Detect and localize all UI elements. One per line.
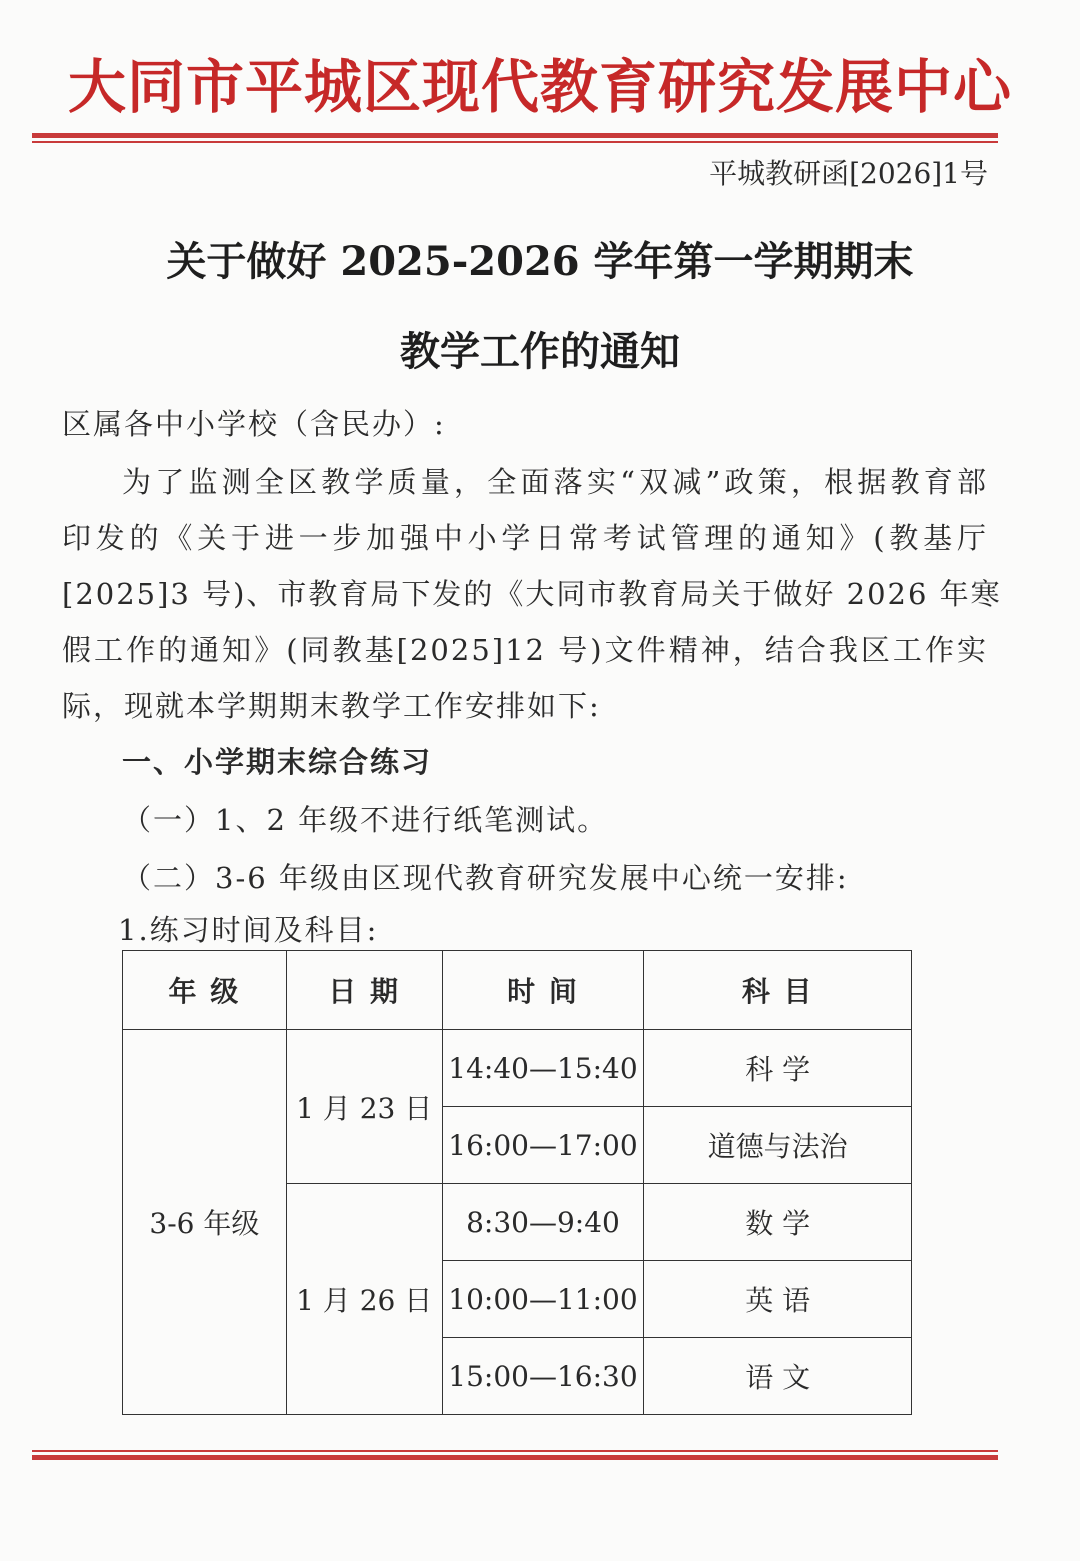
paragraph-line: 为了监测全区教学质量，全面落实“双减”政策，根据教育部 [122, 465, 988, 499]
salutation: 区属各中小学校（含民办）: [62, 407, 446, 441]
exam-schedule-table [122, 950, 912, 1415]
table-header-row [123, 951, 912, 1030]
paragraph-line: [2025]3 号)、市教育局下发的《大同市教育局关于做好 2026 年寒 [62, 577, 1002, 611]
date-cell: 1 月 26 日 [286, 1184, 442, 1415]
date-cell: 1 月 23 日 [286, 1030, 442, 1184]
paragraph-line: 假工作的通知》(同教基[2025]12 号)文件精神，结合我区工作实 [62, 633, 988, 667]
column-header-grade: 年 级 [123, 951, 287, 1030]
sub-item: 1.练习时间及科目: [118, 913, 379, 947]
section-heading: 一、小学期末综合练习 [122, 745, 433, 779]
column-header-subject: 科 目 [644, 951, 912, 1030]
time-cell: 14:40—15:40 [442, 1030, 644, 1107]
paragraph-line: 际，现就本学期期末教学工作安排如下: [62, 689, 601, 723]
document-title-line-1: 关于做好 2025-2026 学年第一学期期末 [166, 238, 914, 285]
time-cell: 15:00—16:30 [442, 1338, 644, 1415]
paragraph-line: 印发的《关于进一步加强中小学日常考试管理的通知》(教基厅 [62, 521, 988, 555]
time-cell: 16:00—17:00 [442, 1107, 644, 1184]
time-cell: 8:30—9:40 [442, 1184, 644, 1261]
organization-letterhead: 大同市平城区现代教育研究发展中心 [67, 53, 1012, 121]
column-header-date: 日 期 [286, 951, 442, 1030]
time-cell: 10:00—11:00 [442, 1261, 644, 1338]
table-row [123, 1030, 912, 1107]
footer-red-rule [32, 1450, 998, 1460]
list-item: （一）1、2 年级不进行纸笔测试。 [122, 803, 609, 837]
document-title-line-2: 教学工作的通知 [400, 328, 680, 375]
subject-cell: 语 文 [644, 1338, 912, 1415]
letterhead-red-rule [32, 133, 998, 143]
grade-cell: 3-6 年级 [123, 1030, 287, 1415]
document-number: 平城教研函[2026]1号 [709, 157, 988, 190]
subject-cell: 数 学 [644, 1184, 912, 1261]
subject-cell: 道德与法治 [644, 1107, 912, 1184]
list-item: （二）3-6 年级由区现代教育研究发展中心统一安排: [122, 861, 849, 895]
subject-cell: 科 学 [644, 1030, 912, 1107]
subject-cell: 英 语 [644, 1261, 912, 1338]
column-header-time: 时 间 [442, 951, 644, 1030]
